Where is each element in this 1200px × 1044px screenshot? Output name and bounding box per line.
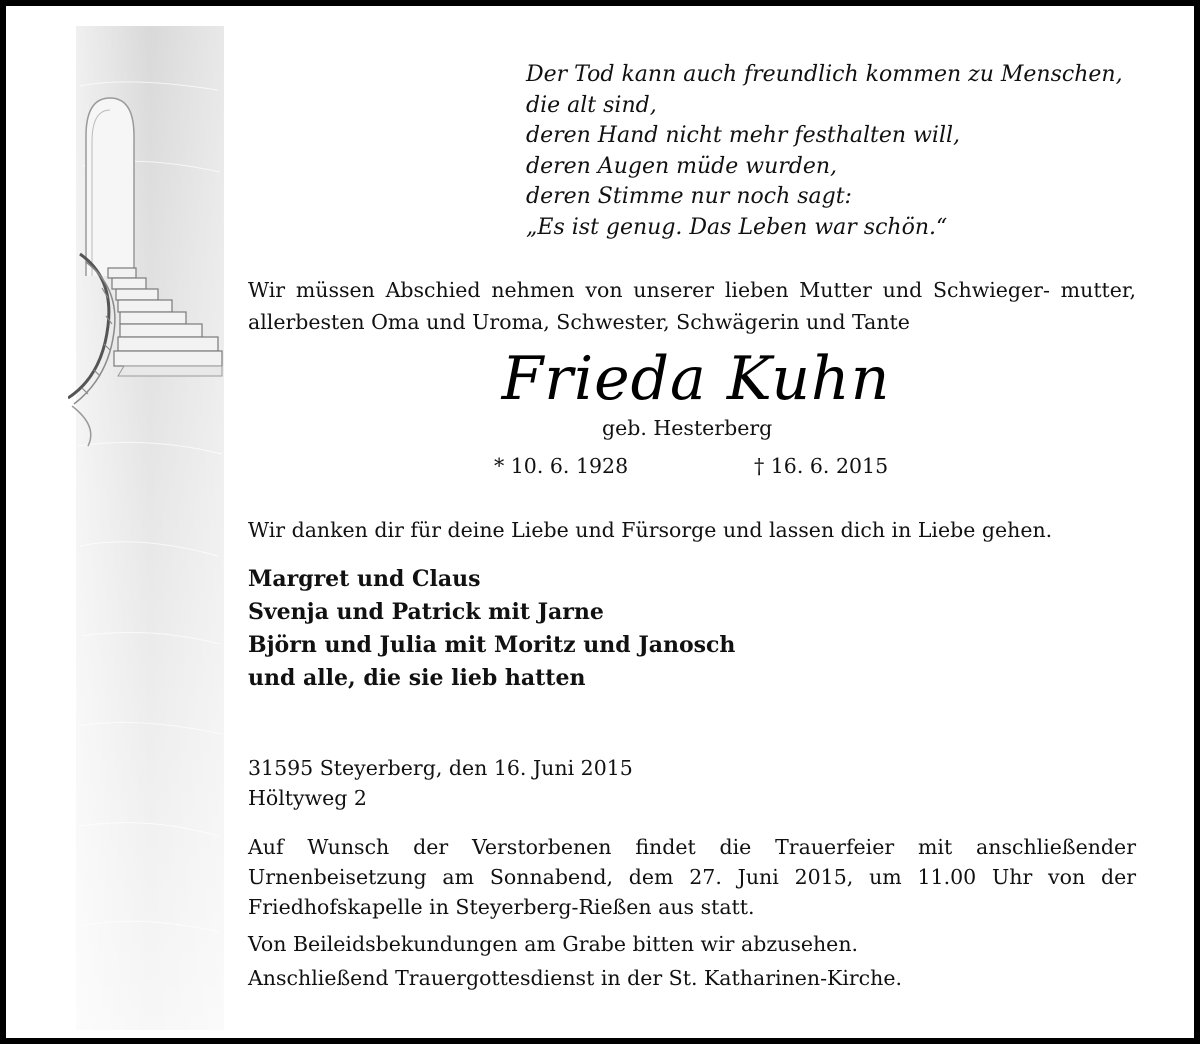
mourner-line: Björn und Julia mit Moritz und Janosch [248, 632, 736, 658]
death-date: † 16. 6. 2015 [754, 454, 889, 478]
church-service-note: Anschließend Trauergottesdienst in der St. Katharinen-Kirche. [248, 966, 903, 990]
poem-line: deren Hand nicht mehr festhalten will, [526, 123, 961, 148]
poem [526, 60, 1166, 243]
mourner-line: Margret und Claus [248, 566, 481, 592]
poem-line: Der Tod kann auch freundlich kommen zu Menschen, [526, 62, 1123, 87]
place-and-date: 31595 Steyerberg, den 16. Juni 2015 [248, 756, 633, 780]
birth-name: geb. Hesterberg [602, 416, 773, 440]
poem-line: „Es ist genug. Das Leben war schön.“ [526, 214, 948, 240]
mourners-list [248, 563, 948, 695]
funeral-notice: Auf Wunsch der Verstorbenen findet die Trauerfeier mit anschließender Urnenbeisetzung am Sonnabend, dem 27. Juni 2015, um 11.00 Uhr von der Friedhofskapelle in Steyerberg-Rießen aus statt. [248, 835, 1136, 919]
condolence-note: Von Beileidsbekundungen am Grabe bitten wir abzusehen. [248, 932, 859, 956]
mourner-line: Svenja und Patrick mit Jarne [248, 599, 604, 625]
poem-line: deren Augen müde wurden, [526, 153, 838, 179]
staircase-illustration [68, 26, 228, 1030]
thanks-line: Wir danken dir für deine Liebe und Fürsorge und lassen dich in Liebe gehen. [248, 518, 1053, 542]
deceased-name: Frieda Kuhn [501, 344, 891, 414]
farewell-intro: Wir müssen Abschied nehmen von unserer lieben Mutter und Schwieger- mutter, allerbesten Oma und Uroma, Schwester, Schwägerin und Tante [248, 278, 1136, 334]
poem-line: deren Stimme nur noch sagt: [526, 184, 852, 209]
poem-line: die alt sind, [526, 92, 657, 118]
mourner-line: und alle, die sie lieb hatten [248, 665, 586, 691]
street-address: Höltyweg 2 [248, 786, 367, 810]
birth-date: * 10. 6. 1928 [494, 454, 629, 478]
